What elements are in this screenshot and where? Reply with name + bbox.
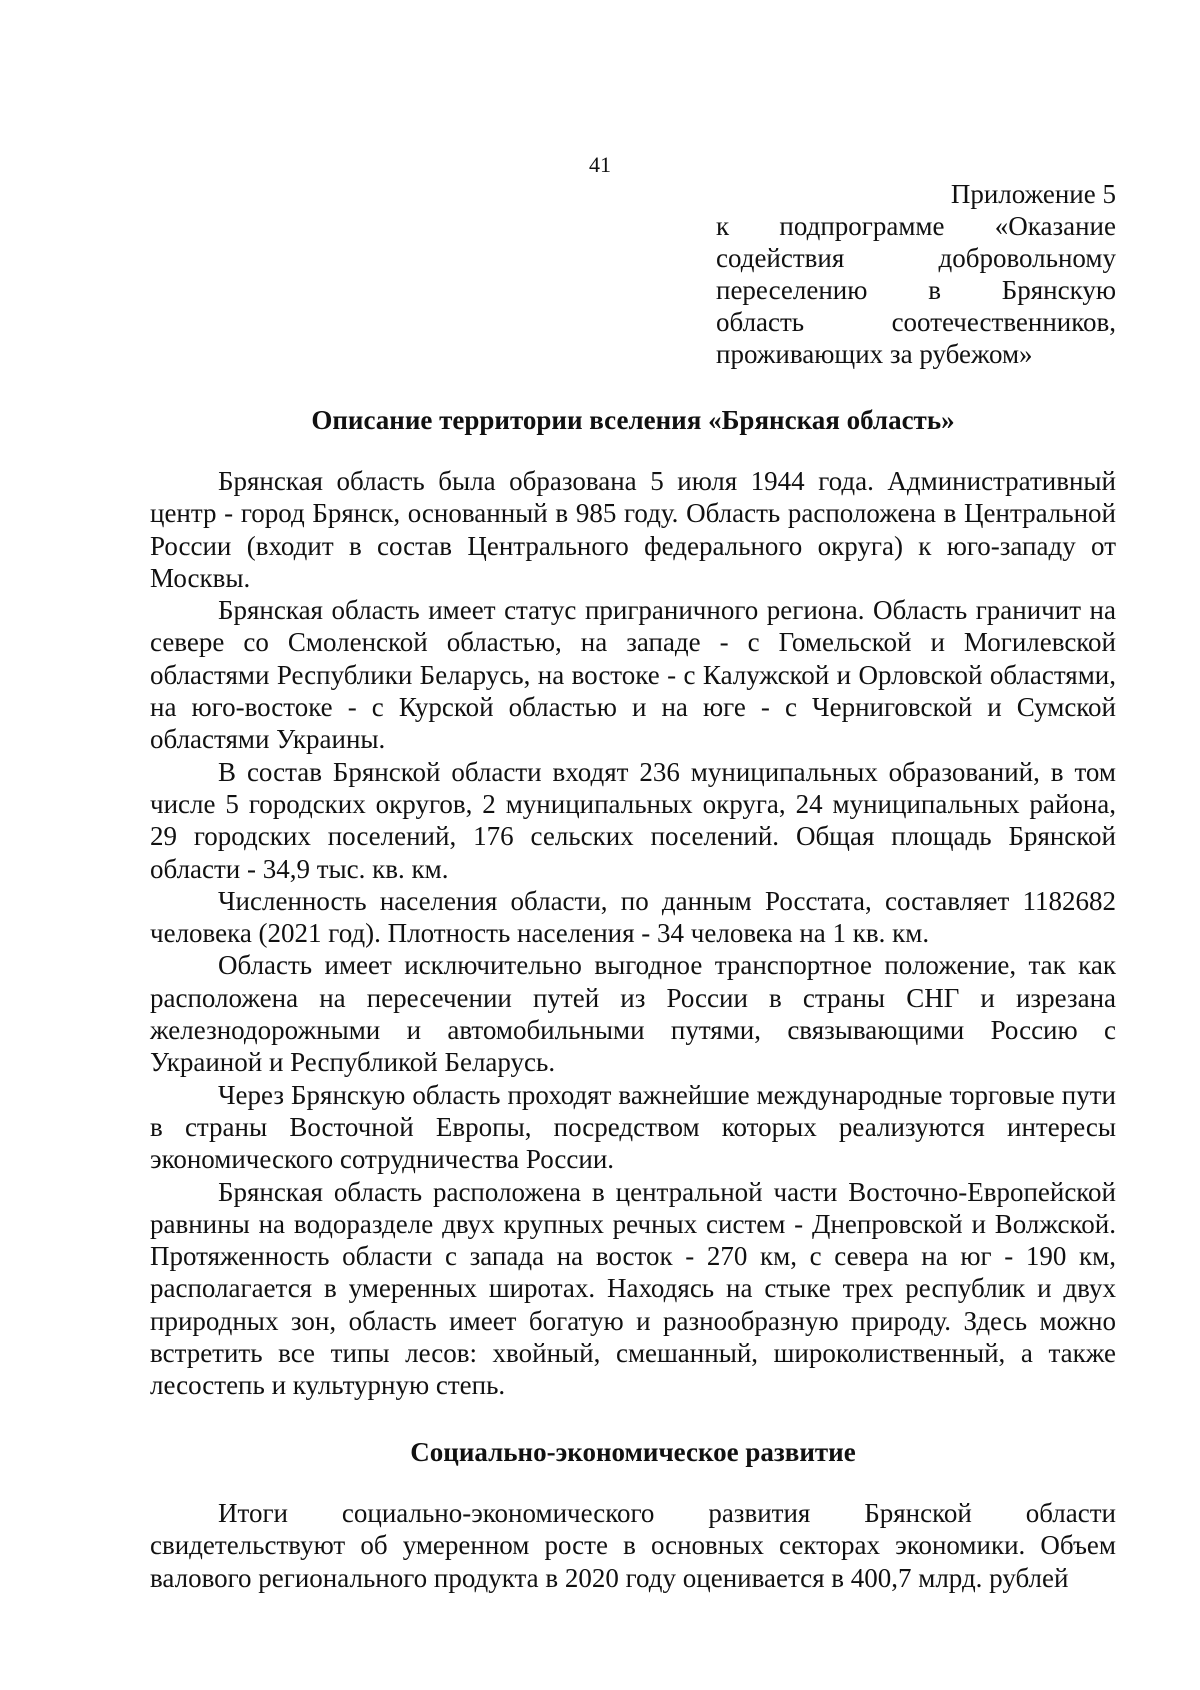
paragraph: Численность населения области, по данным Росстата, составляет 1182682 человека (2021 год). Плотность населения - 34 человека на 1 кв. км. (150, 885, 1116, 949)
paragraph: Итоги социально-экономического развития Брянской области свидетельствуют об умеренном росте в основных секторах экономики. Объем валового регионального продукта в 2020 году оценивается в 400,7 млрд. рублей (150, 1498, 1116, 1593)
section-body-economy (150, 1497, 1116, 1594)
paragraph: Через Брянскую область проходят важнейшие международные торговые пути в страны Восточной Европы, посредством которых реализуются интересы экономического сотрудничества России. (150, 1079, 1116, 1175)
paragraph: Брянская область была образована 5 июля 1944 года. Административный центр - город Брянск, основанный в 985 году. Область расположена в Центральной России (входит в состав Центрального федерального округа) к юго-западу от Москвы. (150, 466, 1116, 593)
paragraph: Брянская область имеет статус приграничного региона. Область граничит на севере со Смоленской областью, на западе - с Гомельской и Могилевской областями Республики Беларусь, на востоке - с Калужской и Орловской областями, на юго-востоке - с Курской областью и на юге - с Черниговской и Сумской областями Украины. (150, 595, 1116, 755)
appendix-line: проживающих за рубежом» (716, 339, 1033, 369)
appendix-line: переселению в Брянскую (716, 275, 1116, 305)
section-body-territory (150, 465, 1116, 1402)
appendix-title: Приложение 5 (950, 179, 1116, 209)
appendix-line: область соотечественников, (716, 307, 1116, 337)
page-number: 41 (589, 152, 611, 177)
paragraph: Брянская область расположена в центральной части Восточно-Европейской равнины на водоразделе двух крупных речных систем - Днепровской и Волжской. Протяженность области с запада на восток - 270 км, с севера на юг - 190 км, располагается в умеренных широтах. Находясь на стыке трех республик и двух природных зон, область имеет богатую и разнообразную природу. Здесь можно встретить все типы лесов: хвойный, смешанный, широколиственный, а также лесостепь и культурную степь. (150, 1176, 1116, 1401)
section-heading-economy: Социально-экономическое развитие (410, 1437, 856, 1467)
appendix-line: содействия добровольному (716, 243, 1116, 273)
section-heading-territory: Описание территории вселения «Брянская область» (311, 405, 955, 435)
appendix-block (716, 178, 1116, 370)
paragraph: В состав Брянской области входят 236 муниципальных образований, в том числе 5 городских округов, 2 муниципальных округа, 24 муниципальных района, 29 городских поселений, 176 сельских поселений. Общая площадь Брянской области - 34,9 тыс. кв. км. (150, 756, 1116, 884)
paragraph: Область имеет исключительно выгодное транспортное положение, так как расположена на пересечении путей из России в страны СНГ и изрезана железнодорожными и автомобильными путями, связывающими Россию с Украиной и Республикой Беларусь. (150, 950, 1116, 1078)
appendix-line: к подпрограмме «Оказание (716, 211, 1116, 241)
